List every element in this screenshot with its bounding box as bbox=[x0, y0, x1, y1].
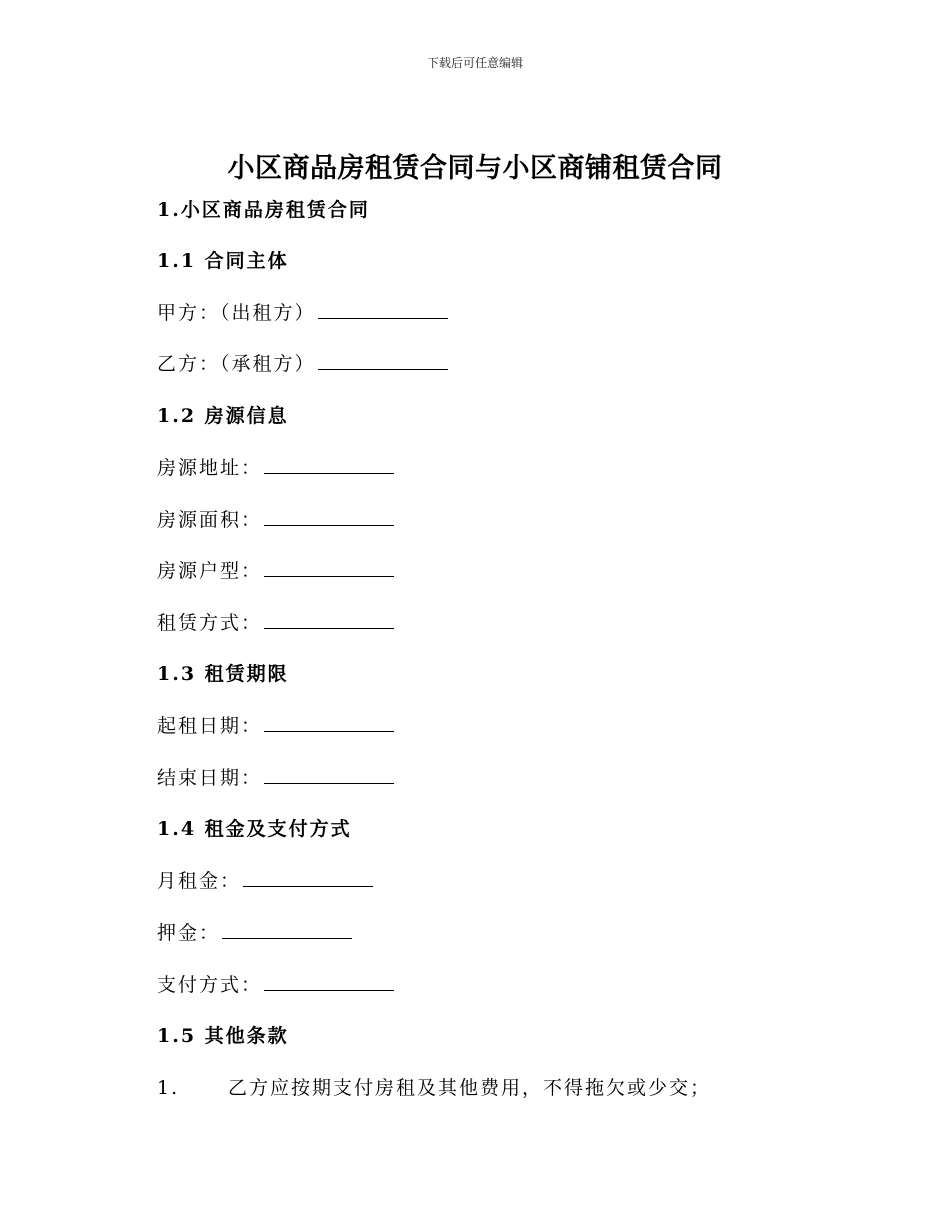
party-b-label: 乙方：（承租方） bbox=[157, 353, 316, 375]
clause-item bbox=[157, 1073, 711, 1100]
clause-number: 1. bbox=[157, 1077, 180, 1099]
party-b-field bbox=[157, 349, 448, 376]
deposit-blank[interactable] bbox=[222, 937, 352, 939]
area-blank[interactable] bbox=[264, 524, 394, 526]
party-b-blank[interactable] bbox=[318, 368, 448, 370]
document-title: 小区商品房租赁合同与小区商铺租赁合同 bbox=[227, 153, 723, 184]
monthly-rent-field bbox=[157, 866, 373, 893]
section-1-2-heading: 1.2 房源信息 bbox=[157, 405, 289, 427]
end-date-label: 结束日期： bbox=[157, 767, 263, 789]
monthly-rent-blank[interactable] bbox=[243, 885, 373, 887]
section-1-1-heading: 1.1 合同主体 bbox=[157, 250, 289, 272]
area-label: 房源面积： bbox=[157, 509, 263, 531]
lease-mode-label: 租赁方式： bbox=[157, 612, 263, 634]
section-1-5-heading: 1.5 其他条款 bbox=[157, 1025, 289, 1047]
party-a-label: 甲方：（出租方） bbox=[157, 302, 316, 324]
deposit-field bbox=[157, 918, 352, 945]
monthly-rent-label: 月租金： bbox=[157, 870, 242, 892]
start-date-label: 起租日期： bbox=[157, 715, 263, 737]
payment-method-field bbox=[157, 970, 394, 997]
lease-mode-blank[interactable] bbox=[264, 627, 394, 629]
section-1-heading: 1.小区商品房租赁合同 bbox=[157, 199, 370, 221]
party-a-field bbox=[157, 298, 448, 325]
address-field bbox=[157, 453, 394, 480]
area-field bbox=[157, 505, 394, 532]
end-date-blank[interactable] bbox=[264, 782, 394, 784]
layout-field bbox=[157, 556, 394, 583]
section-1-4-heading: 1.4 租金及支付方式 bbox=[157, 818, 352, 840]
deposit-label: 押金： bbox=[157, 922, 221, 944]
page-header-note: 下载后可任意编辑 bbox=[426, 56, 523, 70]
end-date-field bbox=[157, 763, 394, 790]
party-a-blank[interactable] bbox=[318, 317, 448, 319]
layout-blank[interactable] bbox=[264, 575, 394, 577]
address-blank[interactable] bbox=[264, 472, 394, 474]
start-date-blank[interactable] bbox=[264, 730, 394, 732]
address-label: 房源地址： bbox=[157, 457, 263, 479]
start-date-field bbox=[157, 711, 394, 738]
layout-label: 房源户型： bbox=[157, 560, 263, 582]
clause-text: 乙方应按期支付房租及其他费用，不得拖欠或少交； bbox=[228, 1077, 712, 1099]
payment-method-label: 支付方式： bbox=[157, 974, 263, 996]
payment-method-blank[interactable] bbox=[264, 989, 394, 991]
section-1-3-heading: 1.3 租赁期限 bbox=[157, 663, 289, 685]
lease-mode-field bbox=[157, 608, 394, 635]
